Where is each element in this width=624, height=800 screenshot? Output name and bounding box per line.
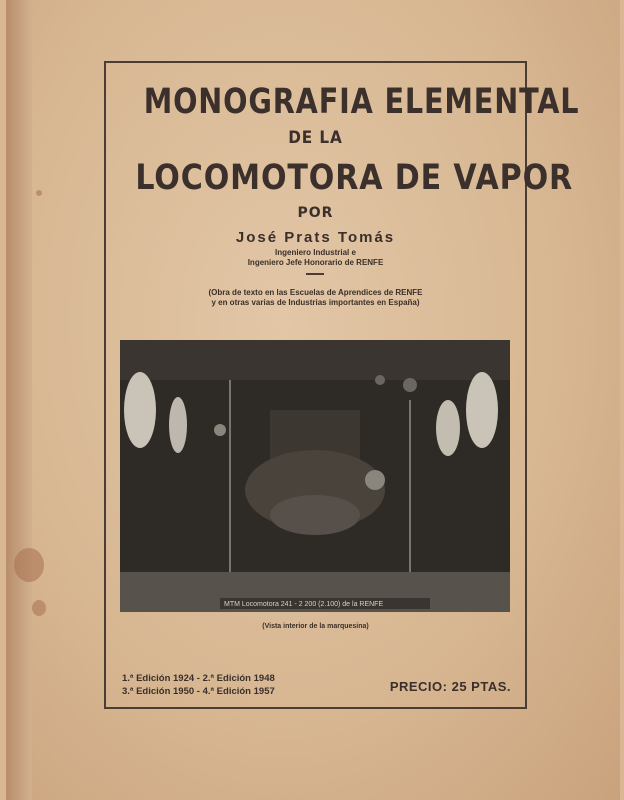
- title-line-1: MONOGRAFIA ELEMENTAL: [143, 82, 580, 122]
- author-name: José Prats Tomás: [235, 229, 396, 246]
- note-line-2: y en otras varias de Industrias importantes en España): [211, 298, 420, 307]
- price-label: PRECIO: 25 PTAS.: [389, 679, 511, 694]
- stain-mark: [14, 548, 44, 582]
- por-label: POR: [297, 205, 334, 221]
- edition-line-1: 1.ª Edición 1924 - 2.ª Edición 1948: [122, 673, 275, 684]
- photo-plate-label: MTM Locomotora 241 - 2 200 (2.100) de la RENFE: [224, 601, 384, 608]
- edition-line-2: 3.ª Edición 1950 - 4.ª Edición 1957: [122, 686, 275, 697]
- cover-frame: [104, 61, 580, 709]
- cover-spine-fold: [6, 0, 32, 800]
- stain-mark: [36, 190, 42, 196]
- locomotive-cab-photo: [120, 340, 510, 612]
- author-title-1: Ingeniero Industrial e: [275, 248, 356, 257]
- title-line-2: DE LA: [288, 128, 343, 148]
- book-cover: [6, 0, 620, 800]
- title-line-3: LOCOMOTORA DE VAPOR: [135, 158, 574, 198]
- divider: [306, 273, 324, 275]
- cab-interior-illustration: [120, 340, 510, 612]
- note-line-1: (Obra de texto en las Escuelas de Aprendices de RENFE: [208, 288, 423, 297]
- photo-caption: (Vista interior de la marquesina): [262, 623, 369, 630]
- author-title-2: Ingeniero Jefe Honorario de RENFE: [247, 258, 384, 267]
- stain-mark: [32, 600, 46, 616]
